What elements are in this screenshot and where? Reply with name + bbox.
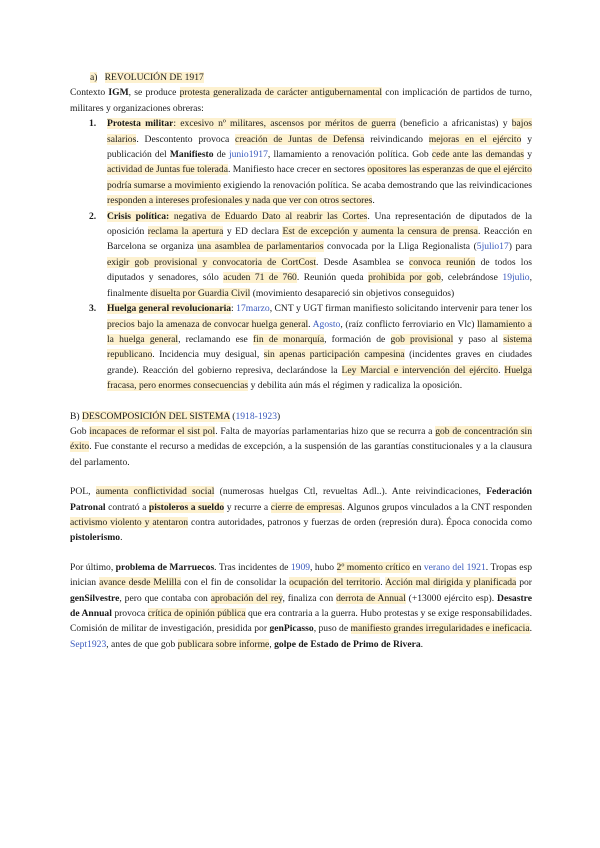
text-run: Desastre de Annual [70, 592, 533, 619]
text-run: . Manifiesto hace crecer en sectores [227, 164, 368, 176]
text-run: , CNT y UGT firman manifiesto solicitando intervenir para tener los [269, 303, 532, 315]
text-run: creación de Juntas de Defensa [235, 133, 365, 145]
list-number: 1. [89, 118, 97, 130]
text-run: sistema republicano [107, 333, 533, 361]
paragraph-text [70, 486, 532, 543]
text-run: en [409, 561, 424, 573]
text-run: activismo violento y atentaron [70, 516, 189, 528]
text-run: precios bajo la amenaza de convocar huelga general [107, 318, 309, 330]
text-run: , (raíz conflicto ferroviario en Vlc) [340, 318, 478, 330]
text-run: , hubo [310, 561, 337, 573]
text-run: . Una representación de diputados de la oposición [107, 210, 533, 238]
text-run: golpe de Estado de Primo de Rivera [274, 638, 421, 650]
text-run: Por último, [70, 561, 116, 573]
section-b-title [70, 411, 280, 422]
text-run: reivindicando [364, 133, 429, 145]
text-run: , llamamiento a renovación política. Gob [267, 149, 432, 161]
text-run: y publicación del [107, 133, 532, 161]
text-run: ( [229, 410, 236, 422]
text-run: , pero que contaba con [119, 592, 211, 604]
text-run: y paso al [453, 333, 504, 345]
text-run: : [173, 118, 181, 130]
text-run: . Reunión queda [296, 272, 369, 284]
section-a-context [70, 85, 532, 116]
text-run: , reclamando ese [178, 333, 253, 345]
text-run: Acción mal dirigida y planificada [385, 577, 517, 589]
text-run: , formación de [324, 333, 391, 345]
text-run: y recurre a [224, 501, 271, 513]
text-run: : [231, 303, 237, 315]
text-run: . [498, 364, 505, 376]
section-a-heading [70, 70, 532, 85]
text-run: cierre de empresas [270, 501, 343, 513]
text-run: genPicasso [269, 623, 314, 635]
text-run: que era contraria a la guerra. Hubo protestas y se exige responsabilidades. Comisión de militar de investigación, presidida por [70, 608, 532, 635]
list-item-text [107, 303, 532, 391]
text-run: DESCOMPOSICIÓN DEL SISTEMA [82, 410, 230, 422]
text-run: B) [70, 410, 82, 422]
text-run: con el fin de consolidar la [181, 577, 290, 589]
text-run: genSilvestre [70, 592, 120, 604]
text-run: incapaces de reformar el sist pol [89, 425, 216, 437]
paragraph-text [70, 562, 532, 650]
text-run: Protesta militar [107, 118, 174, 130]
text-run: provoca [111, 608, 148, 619]
text-run: acuden 71 de 760 [223, 272, 297, 284]
text-run: contra autoridades, patronos y fuerzas de orden (represión dura). Época conocida como [188, 516, 532, 528]
text-run: verano del 1921 [423, 561, 486, 573]
text-run: (beneficio a africanistas) y [395, 118, 512, 130]
text-run: . Fue constante el recurso a medidas de excepción, a la suspensión de las garantías constitucionales y a la clausura del parlamento. [70, 441, 532, 468]
text-run: negativa de Eduardo Dato al reabrir las Cortes [173, 210, 368, 222]
text-run: y debilita aún más el régimen y radicaliza la oposición. [248, 380, 463, 392]
text-run: exigiendo la renovación política. Se acaba demostrando que las reivindicaciones [220, 179, 532, 191]
section-b-paragraph-3 [70, 560, 532, 652]
text-run: fin de monarquía [253, 333, 325, 345]
text-run: reclama la apertura [147, 226, 224, 238]
list-number: 2. [89, 210, 97, 222]
text-run: ) [277, 410, 281, 422]
context-igm: IGM [108, 87, 129, 99]
text-run: Federación Patronal [70, 486, 533, 513]
list-item-1 [70, 116, 532, 208]
text-run: . [380, 577, 386, 589]
text-run: excesivo nº militares, ascensos por méritos de guerra [180, 118, 396, 130]
text-run: . Falta de mayorías parlamentarias hizo que se recurra a [215, 425, 436, 437]
text-run: (incidentes graves en ciudades grande). Reacción del gobierno represiva, declarándose la [107, 349, 533, 376]
text-run: prohibida por gob [368, 272, 441, 284]
text-run: (numerosas huelgas Ctl, revueltas Adl..). Ante reivindicaciones, [214, 486, 487, 498]
text-run: ocupación del territorio [289, 577, 381, 589]
text-run: . Tras incidentes de [214, 561, 291, 573]
text-run: opositores las esperanzas de que el ejército podría sumarse a movimiento [107, 164, 532, 191]
text-run: una asamblea de parlamentarios [197, 241, 324, 253]
text-run: disuelta por Guardia Civil [150, 287, 251, 299]
text-run: . Tropas esp inician [70, 561, 532, 589]
text-run: Sept1923 [70, 638, 107, 650]
text-run: Ley Marcial e intervención del ejército [341, 364, 499, 376]
text-run: 19julio [502, 272, 530, 284]
text-run: 5julio17 [476, 241, 509, 253]
text-run: aprobación del rey [210, 592, 283, 604]
text-run: 17marzo [236, 303, 270, 315]
text-run: Agosto [312, 318, 341, 330]
text-run: sin apenas participación campesina [263, 349, 405, 361]
text-run: cede ante las demandas [431, 149, 525, 161]
text-run: Est de excepción y aumenta la censura de prensa [282, 226, 478, 238]
section-a-label: a) [90, 72, 98, 83]
text-run: bajos salarios [107, 118, 532, 145]
context-text: con implicación de partidos de turno, militares y organizaciones obreras: [70, 87, 533, 114]
section-a-list [70, 116, 532, 393]
text-run: gob provisional [390, 333, 454, 345]
list-item-text [107, 118, 532, 206]
text-run: POL, [70, 486, 96, 498]
text-run: aumenta conflictividad social [95, 486, 215, 498]
text-run: (movimiento desapareció sin objetivos conseguidos) [250, 287, 455, 299]
text-run: . Reacción en Barcelona se organiza [107, 226, 532, 253]
section-b-paragraph-1 [70, 424, 532, 470]
text-run: , [269, 638, 275, 650]
text-run: (+13000 ejército esp). [405, 592, 498, 604]
text-run: gob de concentración sin éxito [70, 425, 533, 453]
context-text: Contexto [70, 87, 109, 99]
text-run: por [516, 577, 533, 589]
text-run: de [213, 149, 229, 161]
text-run: . [529, 623, 532, 635]
text-run: , finaliza con [282, 592, 337, 604]
text-run: . Descontento provoca [136, 133, 236, 145]
text-run: . Incidencia muy desigual, [152, 349, 264, 361]
section-b-heading [70, 409, 532, 424]
text-run: convoca reunión [408, 256, 476, 268]
text-run: . [420, 638, 424, 650]
text-run: Huelga general revolucionaria [107, 303, 232, 315]
section-a-title: REVOLUCIÓN DE 1917 [104, 72, 204, 83]
text-run: problema de Marruecos [115, 561, 215, 573]
text-run: , puso de [313, 623, 351, 635]
context-text: , se produce [128, 87, 180, 99]
text-run: . Desde Asamblea se [316, 256, 409, 268]
list-item-2 [70, 209, 532, 301]
text-run: convocada por la Lliga Regionalista ( [323, 241, 477, 253]
context-highlight: protesta generalizada de carácter antigubernamental [179, 87, 382, 99]
text-run: pistolerismo [70, 532, 121, 544]
text-run: actividad de Juntas fue tolerada [107, 164, 228, 176]
text-run: , antes de que gob [106, 638, 178, 650]
text-run: Gob [70, 425, 90, 437]
text-run: derrota de Annual [336, 592, 406, 604]
text-run: , finalmente [107, 272, 532, 299]
text-run: exigir gob provisional y convocatoria de CortCost [107, 256, 317, 268]
text-run: Manifiesto [169, 149, 214, 161]
text-run: junio1917 [228, 149, 268, 161]
text-run: de todos los diputados y senadores, sólo [107, 256, 532, 284]
text-run: Huelga fracasa, pero enormes consecuencias [107, 364, 532, 392]
text-run: contrató a [105, 501, 149, 513]
text-run: llamamiento a la huelga general [107, 318, 532, 345]
text-run: publicara sobre informe [177, 638, 270, 650]
text-run: . [308, 318, 313, 330]
text-run: y [524, 149, 532, 161]
text-run: y ED declara [223, 226, 283, 238]
text-run: crítica de opinión pública [147, 608, 246, 619]
text-run: 1909 [290, 561, 311, 573]
list-item-3 [70, 301, 532, 393]
text-run: 1918-1923 [235, 410, 278, 422]
text-run: . [372, 195, 375, 207]
text-run: , celebrándose [440, 272, 503, 284]
text-run: . [120, 532, 123, 544]
text-run: manifiesto grandes irregularidades e ineficacia [350, 623, 530, 635]
section-b-paragraph-2 [70, 484, 532, 546]
text-run: responden a intereses profesionales y nada que ver con otros sectores [107, 195, 373, 207]
text-run: avance desde Melilla [99, 577, 182, 589]
text-run: Crisis política: [107, 210, 174, 222]
text-run: ) para [508, 241, 532, 253]
text-run: 2º momento crítico [336, 561, 410, 573]
text-run: pistoleros a sueldo [148, 501, 225, 513]
list-item-text [107, 211, 532, 299]
document-page [70, 70, 532, 652]
list-number: 3. [89, 303, 97, 315]
text-run: . Algunos grupos vinculados a la CNT responden [342, 501, 532, 513]
text-run: mejoras en el ejército [428, 133, 522, 145]
paragraph-text [70, 426, 532, 468]
